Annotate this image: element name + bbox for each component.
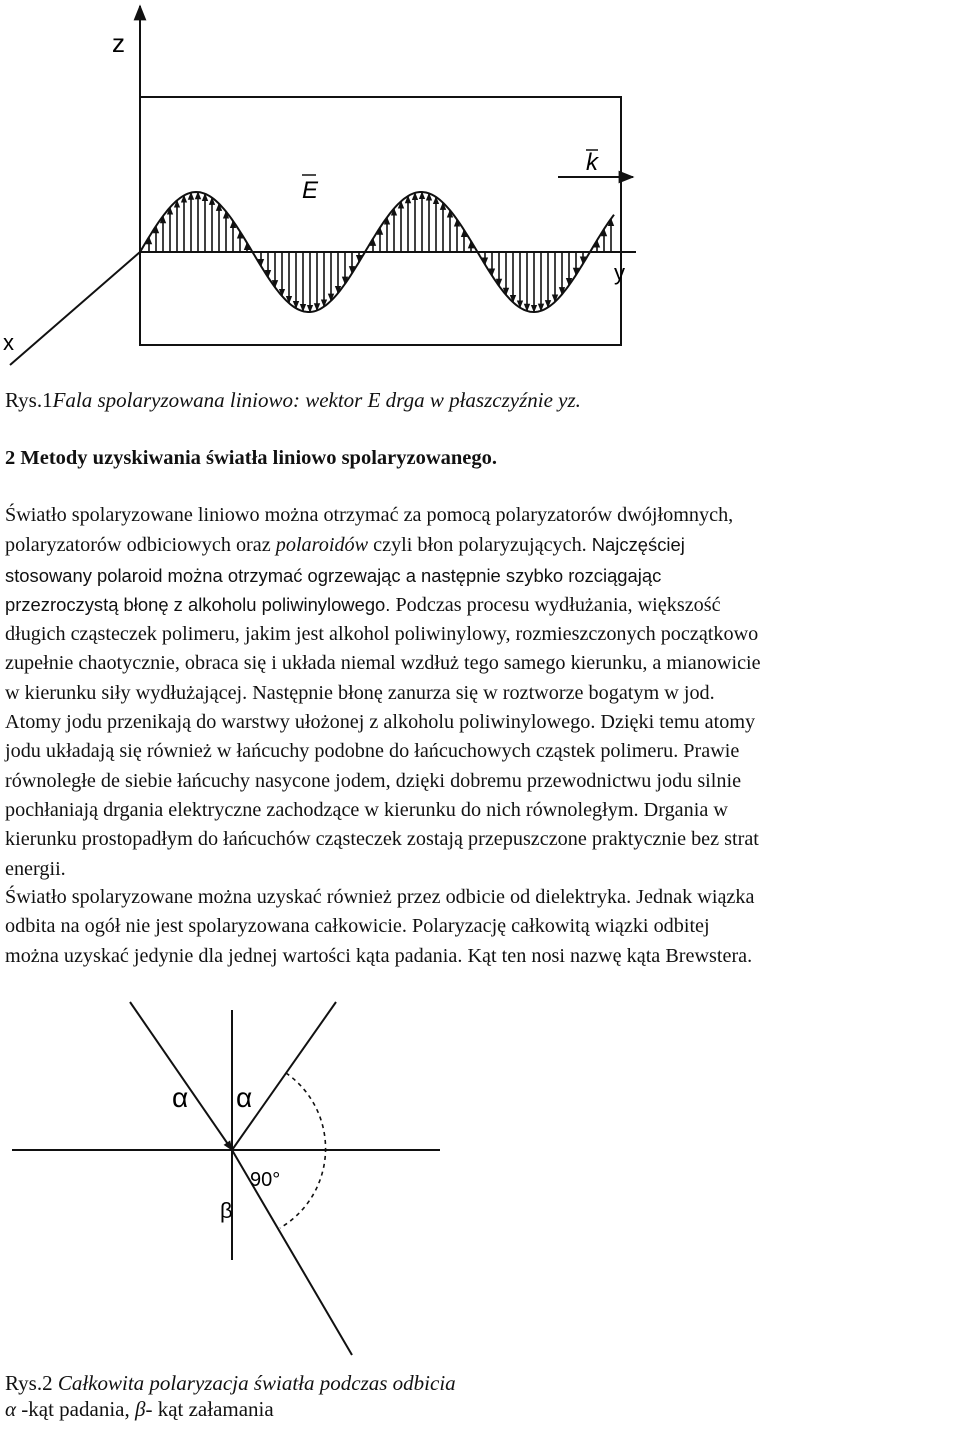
figure-2-caption (5, 1370, 456, 1422)
p1-seg-14: równoległe de siebie łańcuchy nasycone jodem, dzięki dobremu przewodnictwu jodu silnie (5, 769, 742, 792)
p1-seg-11: w kierunku siły wydłużającej. Następnie błonę zanurza się w roztworze bogatym w jod. (5, 681, 715, 704)
p1-seg-9: długich cząsteczek polimeru, jakim jest alkohol poliwinylowy, rozmieszczonych początkowo (5, 623, 759, 646)
figure-2-caption-text: Całkowita polaryzacja światła podczas odbicia (57, 1371, 456, 1395)
p1-seg-13: jodu układają się również w łańcuchy podobne do łańcuchowych cząstek polimeru. Prawie (5, 740, 740, 763)
figure-1-caption (5, 387, 581, 413)
section-heading: 2 Metody uzyskiwania światła liniowo spolaryzowanego. (5, 447, 498, 469)
figure-2-caption-prefix: Rys.2 (5, 1371, 53, 1395)
paragraph-2 (5, 883, 957, 971)
p1-seg-4: czyli błon polaryzujących. (368, 534, 587, 557)
label-e: E (302, 177, 319, 204)
p1-seg-2: polaryzatorów odbiciowych oraz (5, 534, 276, 557)
figure-2-caption-line-1 (5, 1370, 456, 1396)
p2-line-1: Światło spolaryzowane można uzyskać również przez odbicie od dielektryka. Jednak wiązka (5, 886, 755, 908)
figure-1-polarized-wave (0, 0, 960, 380)
figure-2-caption-line-2 (5, 1396, 456, 1422)
label-alpha-left: α (172, 1082, 189, 1113)
symbol-alpha: α (5, 1397, 17, 1421)
figure-2-brewster-angle (0, 990, 960, 1360)
incident-ray (130, 1002, 232, 1150)
p1-seg-8: Podczas procesu wydłużania, większość (395, 593, 721, 616)
figure-1-caption-prefix: Rys.1 (5, 388, 53, 412)
symbol-beta: β (134, 1397, 146, 1421)
e-field-arrows (149, 192, 611, 312)
p1-seg-16: kierunku prostopadłym do łańcuchów cząsteczek zostają przepuszczone praktycznie bez strat (5, 828, 759, 851)
p1-seg-10: zupełnie chaotycznie, obraca się i układa niemal wzdłuż tego samego kierunku, a mianowicie (5, 652, 761, 675)
p1-seg-7: przezroczystą błonę z alkoholu poliwinylowego. (5, 593, 391, 615)
x-axis (10, 252, 140, 365)
label-z: z (112, 28, 125, 58)
label-alpha-right: α (236, 1082, 253, 1113)
label-x: x (3, 330, 14, 355)
figure-1-caption-text: Fala spolaryzowana liniowo: wektor E drga w płaszczyźnie yz. (52, 388, 581, 412)
label-y: y (614, 260, 625, 285)
label-90-degrees: 90° (250, 1169, 281, 1191)
label-beta: β (220, 1198, 233, 1223)
p1-seg-12: Atomy jodu przenikają do warstwy ułożonej z alkoholu poliwinylowego. Dzięki temu atomy (5, 711, 756, 734)
p1-seg-6: stosowany polaroid można otrzymać ogrzewając a następnie szybko rozciągając (5, 564, 662, 586)
p1-seg-5: Najczęściej (591, 534, 685, 556)
p2-line-2: odbita na ogół nie jest spolaryzowana całkowicie. Polaryzację całkowitą wiązki odbitej (5, 915, 710, 938)
p2-line-3: można uzyskać jedynie dla jednej wartości kąta padania. Kąt ten nosi nazwę kąta Brewstera. (5, 944, 753, 967)
reflected-ray (232, 1002, 336, 1150)
label-k: k (586, 149, 598, 176)
p1-seg-1: Światło spolaryzowane liniowo można otrzymać za pomocą polaryzatorów dwójłomnych, (5, 504, 734, 526)
paragraph-1 (5, 501, 957, 884)
p1-seg-17: energii. (5, 857, 66, 880)
caption-alpha-text: -kąt padania, (16, 1397, 135, 1421)
p1-seg-15: pochłaniają drgania elektryczne zachodzące w kierunku do nich równoległym. Drgania w (5, 798, 728, 821)
p1-seg-3-italic: polaroidów (275, 534, 369, 557)
caption-beta-text: - kąt załamania (145, 1397, 274, 1421)
